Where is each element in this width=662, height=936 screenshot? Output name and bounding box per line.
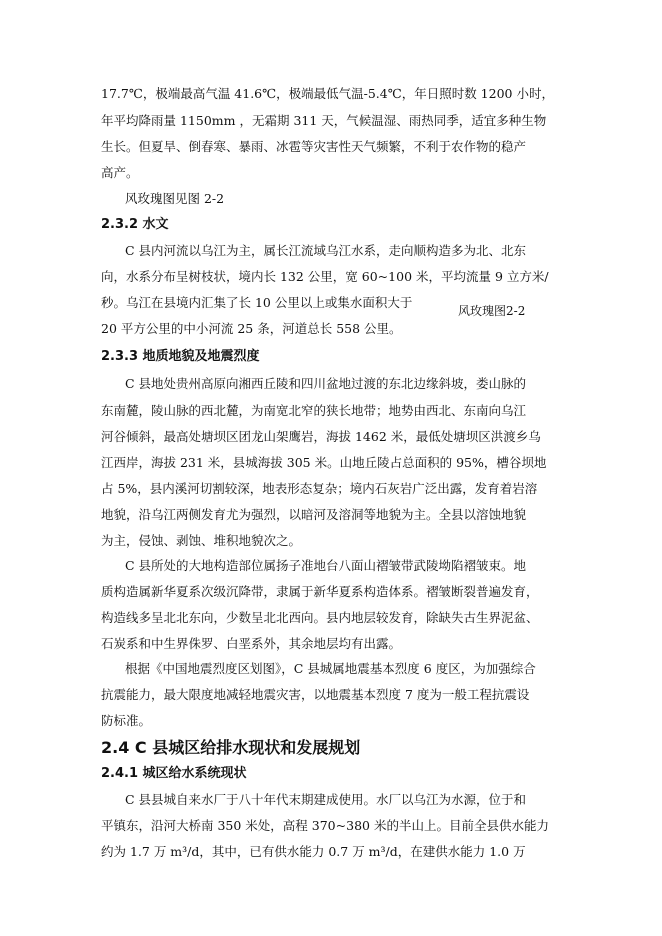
- geology-p1-line-6: 地貌，沿乌江两侧发育尤为强烈，以暗河及溶洞等地貌为主。全县以溶蚀地貌: [101, 507, 527, 522]
- geology-p2-line-1: C 县所处的大地构造部位属扬子准地台八面山褶皱带武陵坳陷褶皱束。地: [125, 558, 527, 573]
- climate-line-1: 17.7℃，极端最高气温 41.6℃，极端最低气温-5.4℃，年日照时数 1200 小时，: [101, 86, 554, 101]
- section-heading-2-4: 2.4 C 县城区给排水现状和发展规划: [101, 738, 361, 757]
- hydrology-line-1: C 县内河流以乌江为主，属长江流域乌江水系，走向顺构造多为北、北东: [125, 243, 527, 258]
- wind-rose-reference: 风玫瑰图见图 2-2: [125, 191, 225, 206]
- geology-p3-line-3: 防标准。: [101, 713, 152, 728]
- hydrology-line-4: 20 平方公里的中小河流 25 条，河道总长 558 公里。: [101, 321, 402, 336]
- geology-p2-line-2: 质构造属新华夏系次级沉降带，隶属于新华夏系构造体系。褶皱断裂普遍发育，: [101, 584, 539, 599]
- hydrology-line-3: 秒。乌江在县境内汇集了长 10 公里以上或集水面积大于: [101, 295, 413, 310]
- geology-p3-line-1: 根据《中国地震烈度区划图》，C 县城属地震基本烈度 6 度区，为加强综合: [125, 661, 536, 676]
- water-supply-line-2: 平镇东，沿河大桥南 350 米处，高程 370~380 米的半山上。目前全县供水能力: [101, 818, 549, 833]
- figure-caption-wind-rose: 风玫瑰图2-2: [458, 304, 526, 318]
- section-heading-geology: 2.3.3 地质地貌及地震烈度: [101, 349, 260, 364]
- geology-p1-line-1: C 县地处贵州高原向湘西丘陵和四川盆地过渡的东北边缘斜坡，娄山脉的: [125, 376, 527, 391]
- water-supply-line-3: 约为 1.7 万 m³/d，其中，已有供水能力 0.7 万 m³/d，在建供水能力 1.0 万: [101, 844, 526, 859]
- water-supply-line-1: C 县县城自来水厂于八十年代末期建成使用。水厂以乌江为水源，位于和: [125, 792, 527, 807]
- geology-p2-line-3: 构造线多呈北北东向，少数呈北北西向。县内地层较发育，除缺失古生界泥盆、: [101, 610, 539, 625]
- geology-p1-line-2: 东南麓，陵山脉的西北麓，为南宽北窄的狭长地带；地势由西北、东南向乌江: [101, 403, 527, 418]
- climate-line-4: 高产。: [101, 165, 139, 180]
- geology-p1-line-5: 占 5%，县内溪河切割较深，地表形态复杂；境内石灰岩广泛出露，发育着岩溶: [101, 481, 538, 496]
- climate-line-3: 生长。但夏旱、倒春寒、暴雨、冰雹等灾害性天气频繁，不利于农作物的稳产: [101, 139, 527, 154]
- climate-line-2: 年平均降雨量 1150mm ，无霜期 311 天，气候温湿、雨热同季，适宜多种生物: [101, 113, 547, 128]
- geology-p3-line-2: 抗震能力，最大限度地减轻地震灾害，以地震基本烈度 7 度为一般工程抗震设: [101, 687, 530, 702]
- geology-p1-line-3: 河谷倾斜，最高处塘坝区团龙山架鹰岩，海拔 1462 米，最低处塘坝区洪渡乡乌: [101, 429, 541, 444]
- section-heading-hydrology: 2.3.2 水文: [101, 217, 169, 232]
- hydrology-line-2: 向，水系分布呈树枝状，境内长 132 公里，宽 60~100 米，平均流量 9 立方米/: [101, 269, 549, 284]
- geology-p1-line-4: 江西岸，海拔 231 米，县城海拔 305 米。山地丘陵占总面积的 95%，槽谷坝地: [101, 455, 547, 470]
- geology-p1-line-7: 为主，侵蚀、剥蚀、堆积地貌次之。: [101, 533, 302, 548]
- geology-p2-line-4: 石炭系和中生界侏罗、白垩系外，其余地层均有出露。: [101, 636, 402, 651]
- section-heading-water-supply: 2.4.1 城区给水系统现状: [101, 766, 247, 781]
